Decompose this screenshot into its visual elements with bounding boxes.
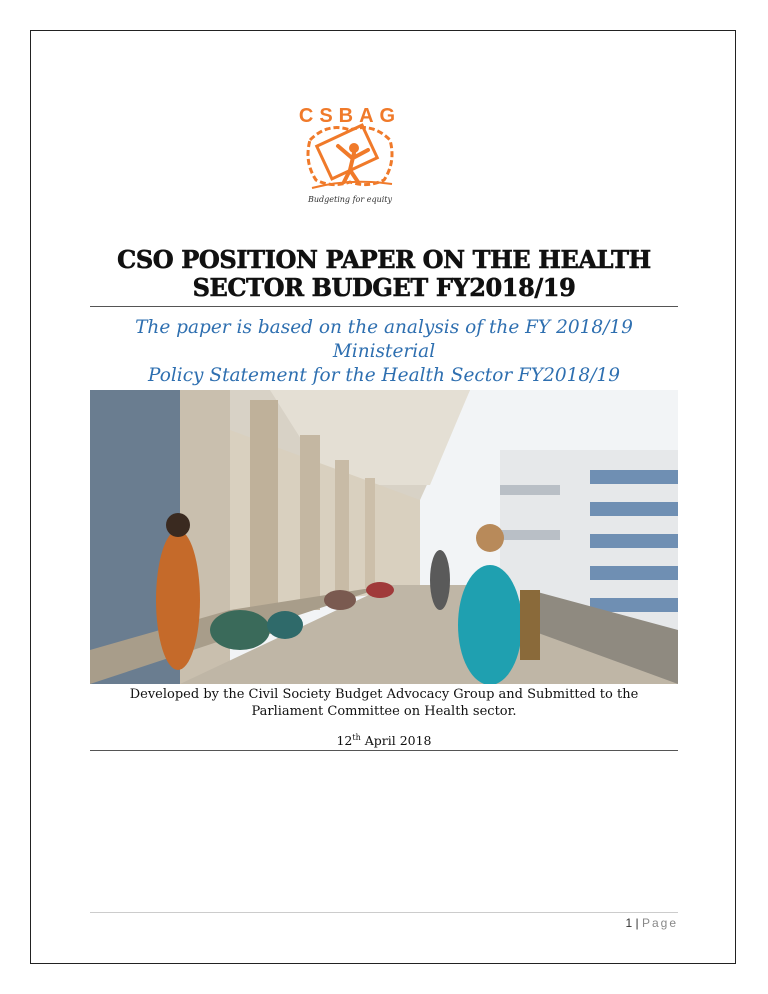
subtitle-line-1: The paper is based on the analysis of the FY 2018/19 Ministerial	[135, 317, 633, 362]
cover-photo	[90, 390, 678, 684]
page-title	[90, 246, 678, 302]
title-divider	[90, 306, 678, 307]
logo-text: CSBAG	[298, 105, 402, 127]
subtitle-line-2: Policy Statement for the Health Sector FY2018/19	[148, 365, 620, 386]
submission-line-2: Parliament Committee on Health sector.	[251, 704, 517, 719]
csbag-logo	[288, 92, 412, 212]
submission-line-1: Developed by the Civil Society Budget Advocacy Group and Submitted to the	[129, 687, 639, 702]
footer-separator: |	[632, 916, 642, 930]
date-suffix: th	[352, 733, 361, 742]
title-line-1: CSO POSITION PAPER ON THE HEALTH	[117, 245, 651, 274]
footer-divider	[90, 912, 678, 913]
publication-date	[90, 730, 678, 749]
page-label: Page	[641, 916, 678, 930]
date-day: 12	[336, 733, 353, 749]
date-divider	[90, 750, 678, 751]
page-number: 1	[625, 916, 633, 930]
page-footer	[90, 916, 678, 930]
subtitle	[90, 316, 678, 388]
logo-tagline: Budgeting for equity	[307, 195, 393, 204]
date-rest: April 2018	[360, 733, 432, 749]
submission-note	[90, 686, 678, 720]
title-line-2: SECTOR BUDGET FY2018/19	[192, 273, 576, 302]
